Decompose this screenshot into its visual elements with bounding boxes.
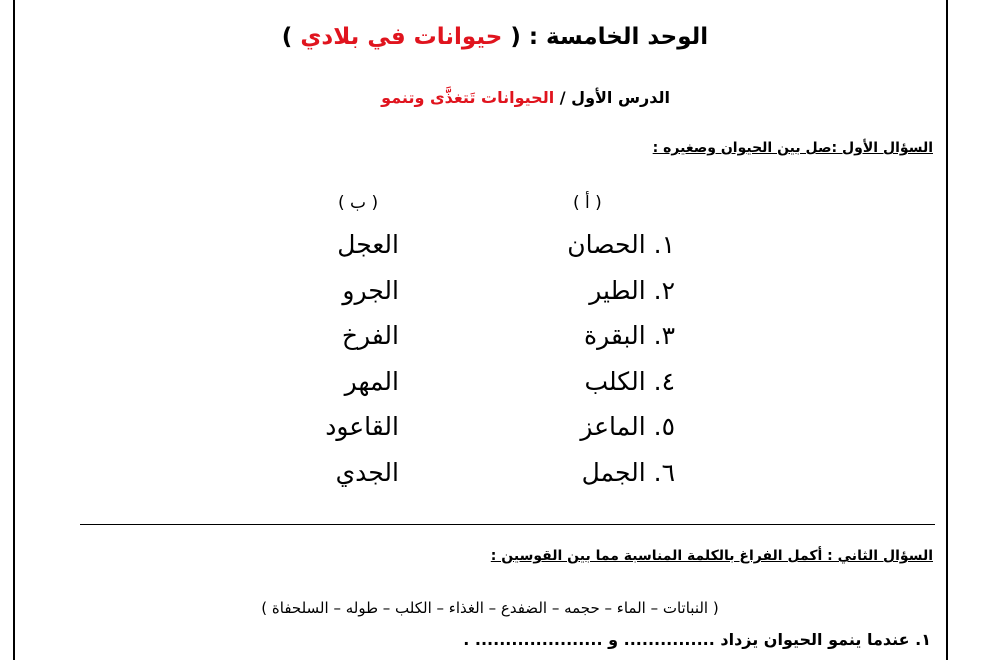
- column-b-item: الجرو: [342, 275, 399, 305]
- column-b-item: القاعود: [325, 412, 399, 441]
- lesson-name: الحيوانات تَتغذَّى وتنمو: [381, 88, 555, 107]
- column-b-item: الفرخ: [341, 321, 399, 350]
- unit-title: [150, 24, 840, 50]
- column-a-item: ٢. الطير: [589, 275, 675, 305]
- section-divider: [80, 524, 935, 525]
- column-a-list: [535, 228, 675, 501]
- column-a-item: ١. الحصان: [567, 230, 675, 259]
- column-b-item: الجدي: [335, 457, 399, 487]
- lesson-title: [250, 88, 670, 107]
- column-a-header: ( أ ): [573, 193, 602, 213]
- column-b-item: المهر: [344, 366, 399, 396]
- column-a-item: ٥. الماعز: [580, 412, 675, 441]
- fill-blank-sentence: ١. عندما ينمو الحيوان يزداد ............... و ..................... .: [463, 630, 931, 649]
- page-border-left: [13, 0, 15, 660]
- unit-title-prefix: الوحد الخامسة : (: [510, 24, 709, 50]
- column-b-item: العجل: [337, 230, 399, 259]
- side-margin: [948, 0, 991, 660]
- question1-heading: السؤال الأول :صل بين الحيوان وصغيره :: [652, 140, 933, 156]
- unit-title-name: حيوانات في بلادي: [300, 24, 503, 50]
- column-b-list: [259, 228, 399, 501]
- column-b-header: ( ب ): [338, 193, 379, 213]
- question2-heading: السؤال الثاني : أكمل الفراغ بالكلمة المناسبة مما بين القوسين :: [490, 548, 933, 564]
- column-a-item: ٦. الجمل: [581, 457, 675, 487]
- unit-title-suffix: ): [281, 24, 293, 50]
- column-a-item: ٣. البقرة: [584, 321, 675, 350]
- lesson-label: الدرس الأول /: [559, 88, 670, 107]
- column-a-item: ٤. الكلب: [584, 366, 675, 396]
- word-bank: ( النباتات – الماء – حجمه – الضفدع – الغذاء – الكلب – طوله – السلحفاة ): [261, 599, 719, 617]
